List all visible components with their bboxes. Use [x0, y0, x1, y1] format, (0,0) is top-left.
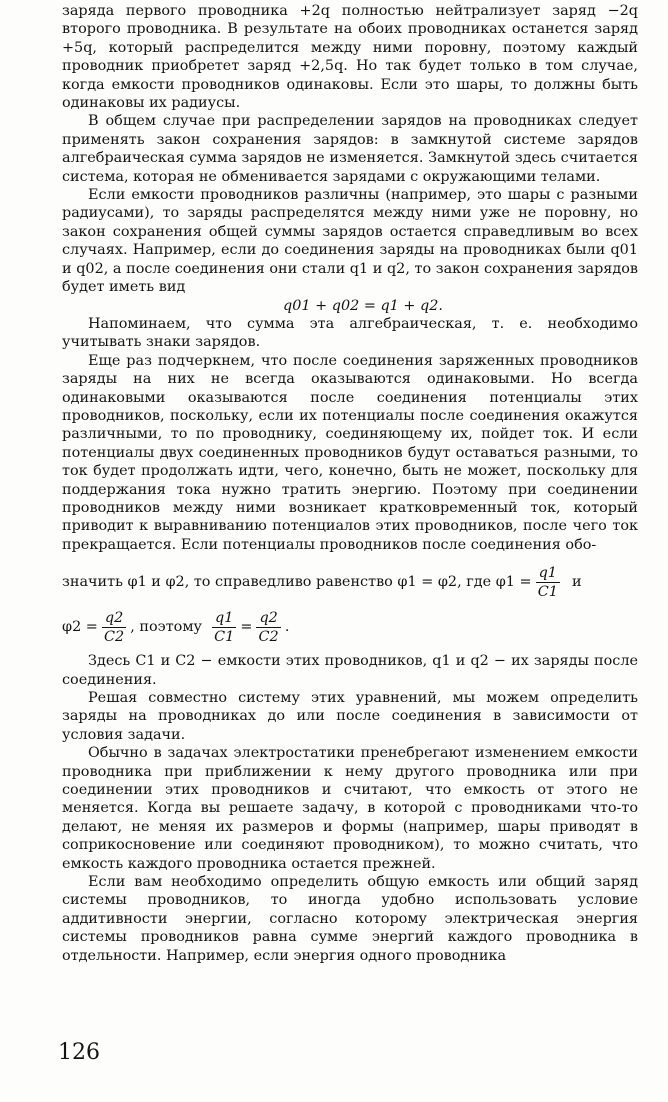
paragraph: Еще раз подчеркнем, что после соединения заряженных проводников заряды на них не всегда оказываются одинаковыми. Но всегда одинаковыми оказываются после соединения потенциалы этих проводников, поскольку, если их потенциалы после соединения окажутся различными, то по проводнику, соединяющему их, пойдет ток. И если потенциалы двух соединенных проводников будут оставаться разными, то ток будет продолжать идти, чего, конечно, быть не может, поскольку для поддержания тока нужно тратить энергию. Поэтому при соединении проводников между ними возникает кратковременный ток, который приводит к выравниванию потенциалов этих проводников, после чего ток прекращается. Если потенциалы проводников после соединения обо-: [62, 352, 638, 553]
paragraph: Здесь C1 и C2 − емкости этих проводников, q1 и q2 − их заряды после соединения.: [62, 653, 638, 688]
potential-equality-line: [62, 609, 638, 646]
formula-text: φ2 =: [62, 619, 98, 636]
formula-text: =: [240, 619, 253, 636]
formula-text: .: [284, 619, 290, 636]
fraction-denominator: C1: [214, 629, 235, 646]
page-number: 126: [58, 1040, 100, 1065]
potential-formula-line: [62, 564, 638, 601]
formula-text: , поэтому: [130, 619, 202, 636]
paragraph: В общем случае при распределении зарядов на проводниках следует применять закон сохранения зарядов: в замкнутой системе зарядов алгебраическая сумма зарядов не изменяется. Замкнутой здесь считается система, которая не обменивается зарядами с окружающими телами.: [62, 113, 638, 185]
paragraph: Если вам необходимо определить общую емкость или общий заряд системы проводников, то иногда удобно использовать условие аддитивности энергии, согласно которому электрическая энергия системы проводников равна сумме энергий каждого проводника в отдельности. Например, если энергия одного проводника: [62, 874, 638, 964]
fraction-q2-c2: [256, 609, 280, 646]
fraction-numerator: q1: [212, 609, 236, 628]
fraction-denominator: C1: [537, 584, 558, 601]
paragraph: Решая совместно систему этих уравнений, мы можем определить заряды на проводниках до или после соединения в зависимости от условия задачи.: [62, 690, 638, 743]
fraction-numerator: q2: [256, 609, 280, 628]
formula-text: значить φ1 и φ2, то справедливо равенство φ1 = φ2, где φ1 =: [62, 574, 532, 591]
fraction-q2-c2: [102, 609, 126, 646]
paragraph: Если емкости проводников различны (например, это шары с разными радиусами), то заряды распределятся между ними уже не поровну, но закон сохранения общей суммы зарядов остается справедливым во всех случаях. Например, если до соединения заряды на проводниках были q01 и q02, а после соединения они стали q1 и q2, то закон сохранения зарядов будет иметь вид: [62, 187, 638, 296]
paragraph: Напоминаем, что сумма эта алгебраическая, т. е. необходимо учитывать знаки зарядов.: [62, 315, 638, 351]
fraction-denominator: C2: [103, 629, 125, 646]
fraction-q1-c1: [536, 564, 560, 601]
fraction-denominator: C2: [258, 629, 279, 646]
fraction-numerator: q2: [102, 609, 126, 628]
fraction-q1-c1: [212, 609, 236, 646]
page-body: [62, 2, 638, 965]
paragraph: Обычно в задачах электростатики пренебрегают изменением емкости проводника при приближении к нему другого проводника или при соединении этих проводников и считают, что емкость от этого не меняется. Когда вы решаете задачу, в которой с проводниками что-то делают, не меняя их размеров и формы (например, шары приводят в соприкосновение или соединяют проводником), то можно считать, что емкость каждого проводника остается прежней.: [62, 745, 638, 872]
formula-text: и: [571, 574, 582, 591]
conservation-formula: q01 + q02 = q1 + q2.: [283, 297, 443, 314]
paragraph: заряда первого проводника +2q полностью нейтрализует заряд −2q второго проводника. В результате на обоих проводниках останется заряд +5q, который распределится между ними поровну, поэтому каждый проводник приобретет заряд +2,5q. Но так будет только в том случае, когда емкости проводников одинаковы. Если это шары, то должны быть одинаковы их радиусы.: [62, 3, 638, 112]
fraction-numerator: q1: [536, 564, 560, 583]
